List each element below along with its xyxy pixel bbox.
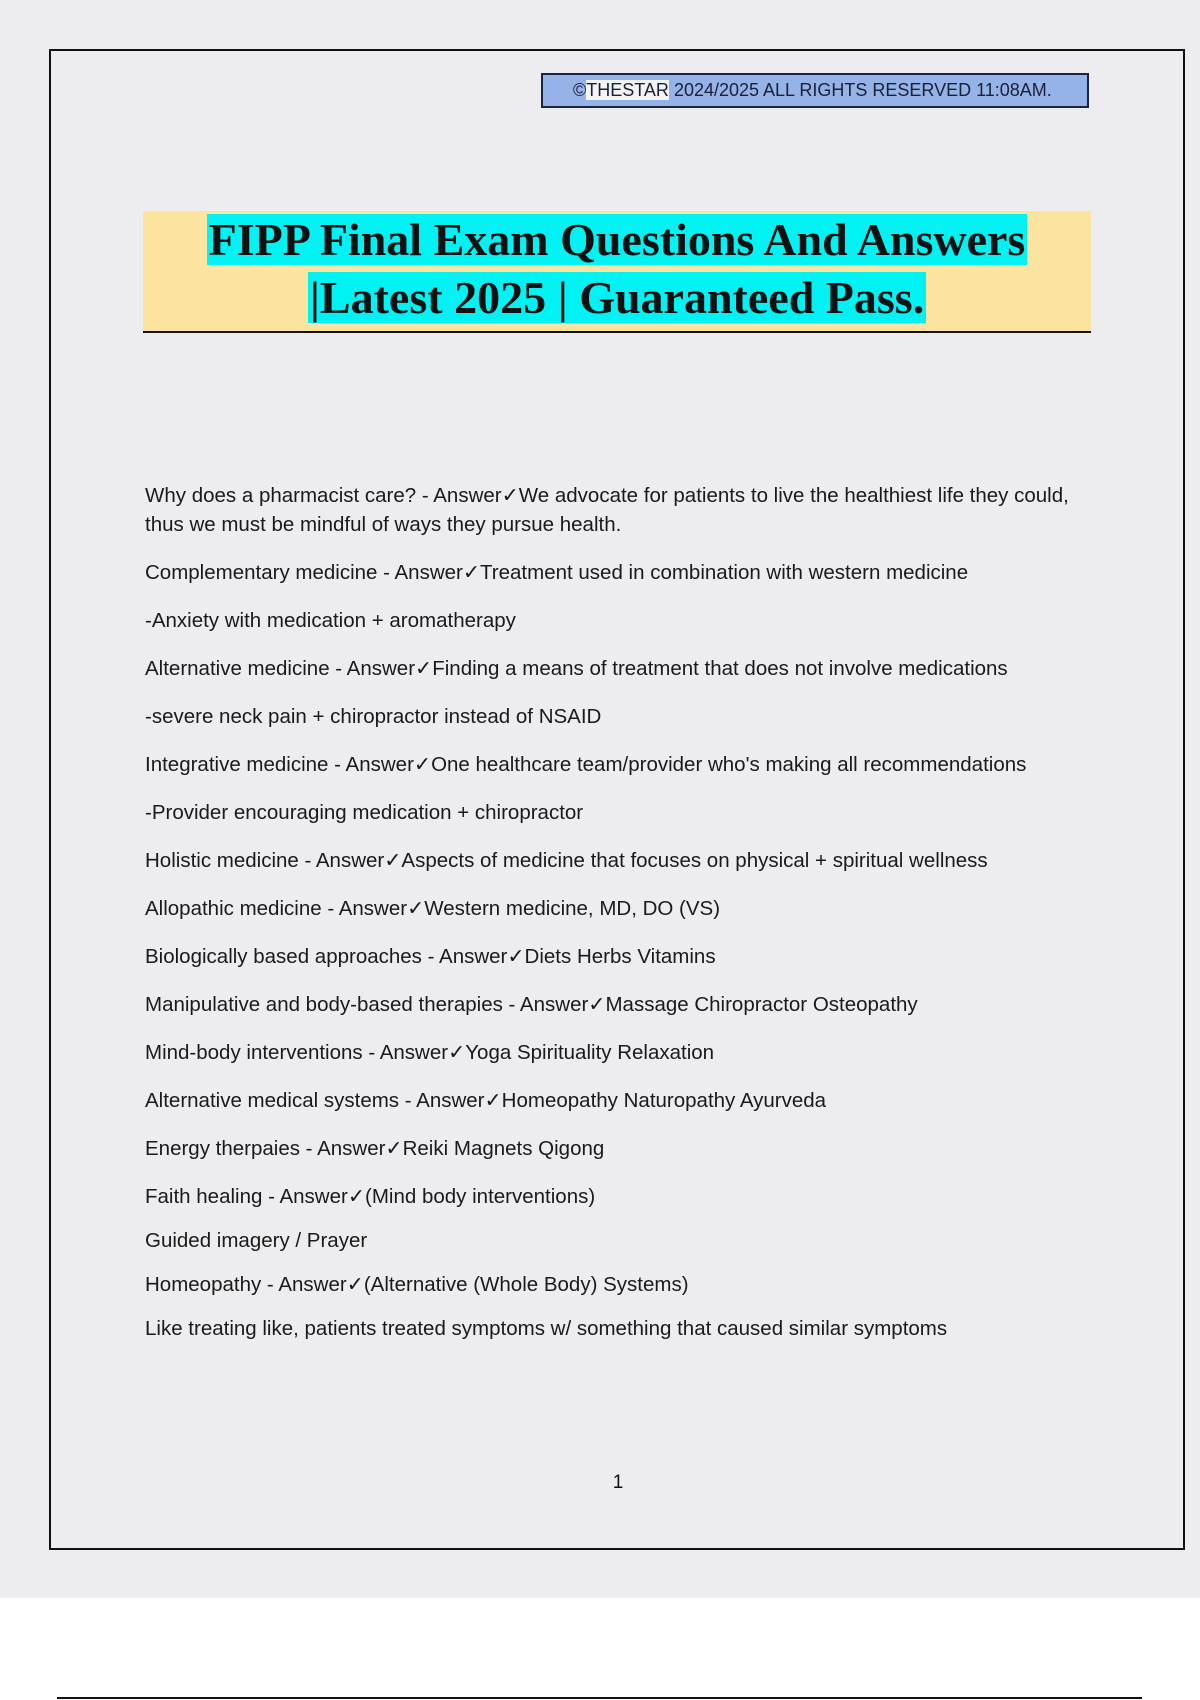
qa-entry: Allopathic medicine - Answer✓Western medicine, MD, DO (VS)	[145, 897, 721, 920]
qa-entry: Energy therpaies - Answer✓Reiki Magnets Qigong	[145, 1137, 605, 1160]
qa-entry: Alternative medicine - Answer✓Finding a means of treatment that does not involve medications	[145, 657, 1008, 680]
qa-entry: Mind-body interventions - Answer✓Yoga Spirituality Relaxation	[145, 1041, 715, 1064]
qa-entry: -Provider encouraging medication + chiropractor	[145, 801, 584, 824]
qa-entry: Holistic medicine - Answer✓Aspects of medicine that focuses on physical + spiritual wellness	[145, 849, 988, 872]
qa-entry: Why does a pharmacist care? - Answer✓We advocate for patients to live the healthiest life they could, thus we must be mindful of ways they pursue health.	[145, 484, 1069, 536]
title-line-1: FIPP Final Exam Questions And Answers	[208, 214, 1026, 265]
qa-entry: Alternative medical systems - Answer✓Homeopathy Naturopathy Ayurveda	[145, 1089, 827, 1112]
qa-entry: Complementary medicine - Answer✓Treatment used in combination with western medicine	[145, 561, 969, 584]
document-title	[143, 211, 1091, 333]
copyright-notice	[541, 73, 1089, 108]
qa-entry: Homeopathy - Answer✓(Alternative (Whole Body) Systems)	[145, 1273, 689, 1296]
qa-entry: -Anxiety with medication + aromatherapy	[145, 609, 516, 632]
copyright-symbol: ©	[573, 80, 587, 100]
qa-entry: -severe neck pain + chiropractor instead of NSAID	[145, 705, 602, 728]
page-number: 1	[612, 1472, 624, 1493]
copyright-brand: THESTAR	[586, 80, 669, 100]
qa-entry: Guided imagery / Prayer	[145, 1229, 368, 1252]
copyright-text: 2024/2025 ALL RIGHTS RESERVED 11:08AM.	[668, 80, 1052, 100]
qa-entry: Manipulative and body-based therapies - Answer✓Massage Chiropractor Osteopathy	[145, 993, 918, 1016]
next-page-rule	[57, 1697, 1142, 1699]
qa-content	[145, 481, 1095, 1362]
qa-entry: Integrative medicine - Answer✓One healthcare team/provider who's making all recommendations	[145, 753, 1027, 776]
qa-entry: Faith healing - Answer✓(Mind body interventions)	[145, 1185, 596, 1208]
qa-entry: Biologically based approaches - Answer✓Diets Herbs Vitamins	[145, 945, 716, 968]
title-line-2: |Latest 2025 | Guaranteed Pass.	[309, 272, 925, 323]
qa-entry: Like treating like, patients treated symptoms w/ something that caused similar symptoms	[145, 1317, 948, 1340]
